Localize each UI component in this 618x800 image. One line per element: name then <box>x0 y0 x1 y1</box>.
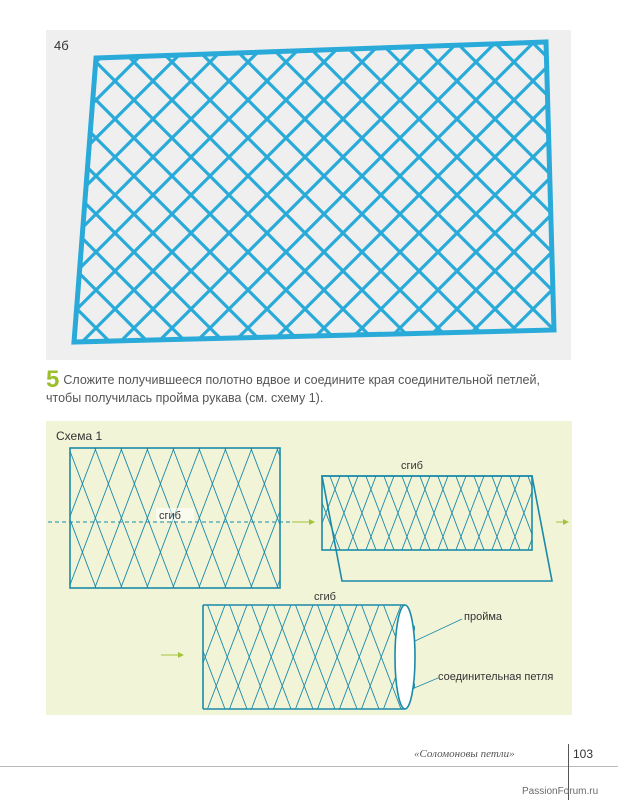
step-number: 5 <box>46 366 60 393</box>
step-instruction <box>46 366 576 407</box>
scheme-panel <box>46 421 572 715</box>
armhole-label: пройма <box>464 611 503 623</box>
scheme-diagram <box>46 421 572 715</box>
mesh-image <box>46 30 571 360</box>
step-text: Сложите получившееся полотно вдвое и соедините края соединительной петлей, чтобы получилась пройма рукава (см. схему 1). <box>46 373 540 405</box>
flat-panel <box>46 448 382 588</box>
page-number: 103 <box>573 747 594 761</box>
joining-loop-label: соединительная петля <box>438 671 554 683</box>
fold-label-3: сгиб <box>314 591 336 603</box>
photo-label: 4б <box>54 38 69 53</box>
sleeve-tube <box>163 591 553 709</box>
fold-label-2: сгиб <box>401 460 423 472</box>
mesh-photo <box>46 30 571 360</box>
watermark: PassionForum.ru <box>522 786 599 797</box>
fold-label-1: сгиб <box>159 510 181 522</box>
folded-panel <box>294 460 572 581</box>
footer-rule <box>0 766 618 767</box>
book-title: «Соломоновы петли» <box>414 748 515 760</box>
scheme-title: Схема 1 <box>56 429 103 443</box>
